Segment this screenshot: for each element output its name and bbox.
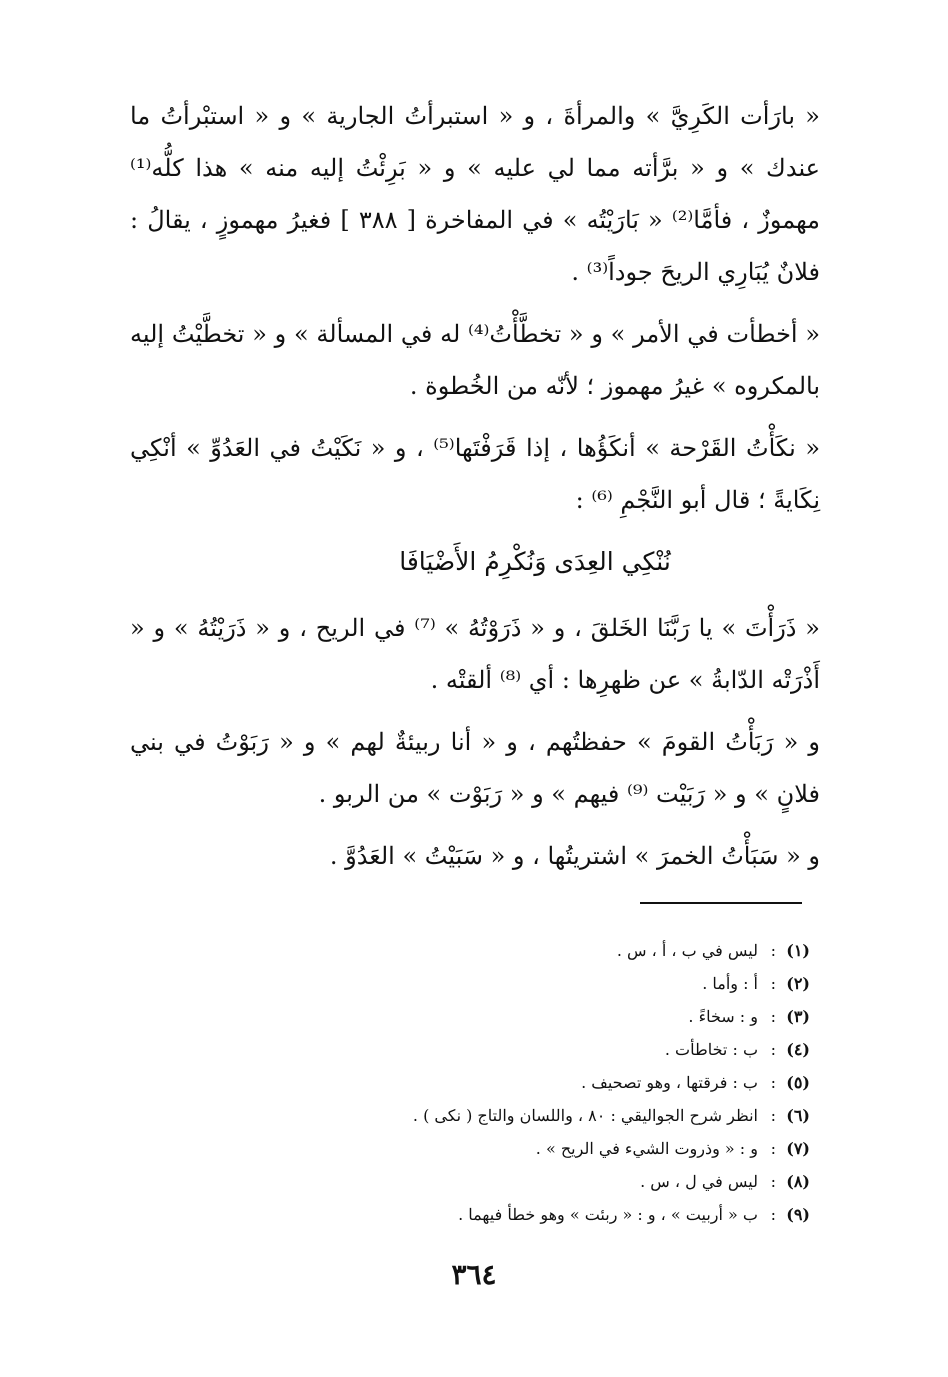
footnote-separator: : [770,1106,776,1125]
footnote-separator: : [770,1073,776,1092]
footnote-item [130,967,810,1000]
paragraph-akhta: « أخطأت في الأمر » و « تخطَّأْتُ⁽⁴⁾ له في المسألة » و « تخطَّيْتُ إليه بالمكروه » غيرُ مهموز ؛ لأنّه من الخُطوة . [130,320,820,400]
footnote-separator: : [770,941,776,960]
footnote-separator: : [770,1172,776,1191]
footnote-item [130,1066,810,1099]
footnote-separator: : [770,1205,776,1224]
footnote-number: (٥) [786,1073,810,1092]
footnote-item [130,1000,810,1033]
footnote-divider [640,902,802,904]
page-number: ٣٦٤ [451,1258,497,1291]
footnote-text: ب : تخاطأت . [664,1040,758,1059]
footnote-text: و : « وذروت الشيء في الريح » . [535,1139,758,1158]
footnote-number: (٧) [786,1139,810,1158]
footnote-item [130,1198,810,1231]
paragraph-bara: « بارَأت الكَرِيَّ » والمرأةَ ، و « استبرأتُ الجارية » و « استبْرأتُ ما عندك » و « برَّأته مما لي عليه » و « بَرِئْتُ إليه منه » هذا كلُّه⁽¹⁾ مهموزٌ ، فأمَّا⁽²⁾ « بَارَيْتُه » في المفاخرة [ ٣٨٨ ] فغيرُ مهموزٍ ، يقالُ : فلانٌ يُبَارِي الريحَ جوداً⁽³⁾ . [130,102,821,286]
paragraph-dhara: « ذَرَأْتَ » يا رَبَّنَا الخَلقَ ، و « ذَرَوْتُهُ » ⁽⁷⁾ في الريح ، و « ذَرَيْتُهُ » و « أَذْرَتْه الدّابةُ » عن ظهرِها : أي ⁽⁸⁾ ألقتْه . [130,614,820,694]
footnote-text: و : سخاءً . [688,1007,758,1026]
footnote-text: ب « أربيت » ، و : « ربئت » وهو خطأ فيهما . [458,1205,758,1224]
footnote-number: (١) [786,941,810,960]
footnote-separator: : [770,1139,776,1158]
footnote-item [130,1165,810,1198]
paragraph-raba: و « رَبَأْتُ القومَ » حفظتُهم ، و « أنا ربيئةٌ لهم » و « رَبَوْتُ في بني فلانٍ » و « رَبَيْت ⁽⁹⁾ فيهم » و « رَبَوْت » من الربو . [130,728,820,808]
footnote-number: (٩) [786,1205,810,1224]
footnotes [130,934,810,1231]
footnote-number: (٨) [786,1172,810,1191]
paragraph-saba: و « سَبَأْتُ الخمرَ » اشتريتُها ، و « سَبَيْتُ » العَدُوَّ . [329,842,820,870]
footnote-number: (٢) [786,974,810,993]
footnote-item [130,934,810,967]
footnote-number: (٦) [786,1106,810,1125]
footnote-separator: : [770,974,776,993]
footnote-text: ليس في ب ، أ ، س . [616,941,758,960]
footnote-number: (٣) [786,1007,810,1026]
footnote-text: أ : وأما . [702,974,758,993]
footnote-text: ليس في ل ، س . [640,1172,758,1191]
footnote-item [130,1033,810,1066]
footnote-item [130,1099,810,1132]
footnote-separator: : [770,1007,776,1026]
footnote-item [130,1132,810,1165]
main-text [130,90,820,892]
poem-verse: نُنْكِي العِدَى وَنُكْرِمُ الأَضْيَافَا [399,547,671,576]
footnote-text: ب : فرقتها ، وهو تصحيف . [581,1073,758,1092]
footnote-text: انظر شرح الجواليقي : ٨٠ ، واللسان والتاج ( نكى ) . [412,1106,758,1125]
footnote-number: (٤) [786,1040,810,1059]
footnote-separator: : [770,1040,776,1059]
paragraph-naka: « نكَأْتُ القَرْحة » أنكَؤُها ، إذا قَرَفْتَها⁽⁵⁾ ، و « نَكَيْتُ في العَدُوِّ » أنْكِي نِكَايةً ؛ قال أبو النَّجْمِ ⁽⁶⁾ : [130,434,820,514]
